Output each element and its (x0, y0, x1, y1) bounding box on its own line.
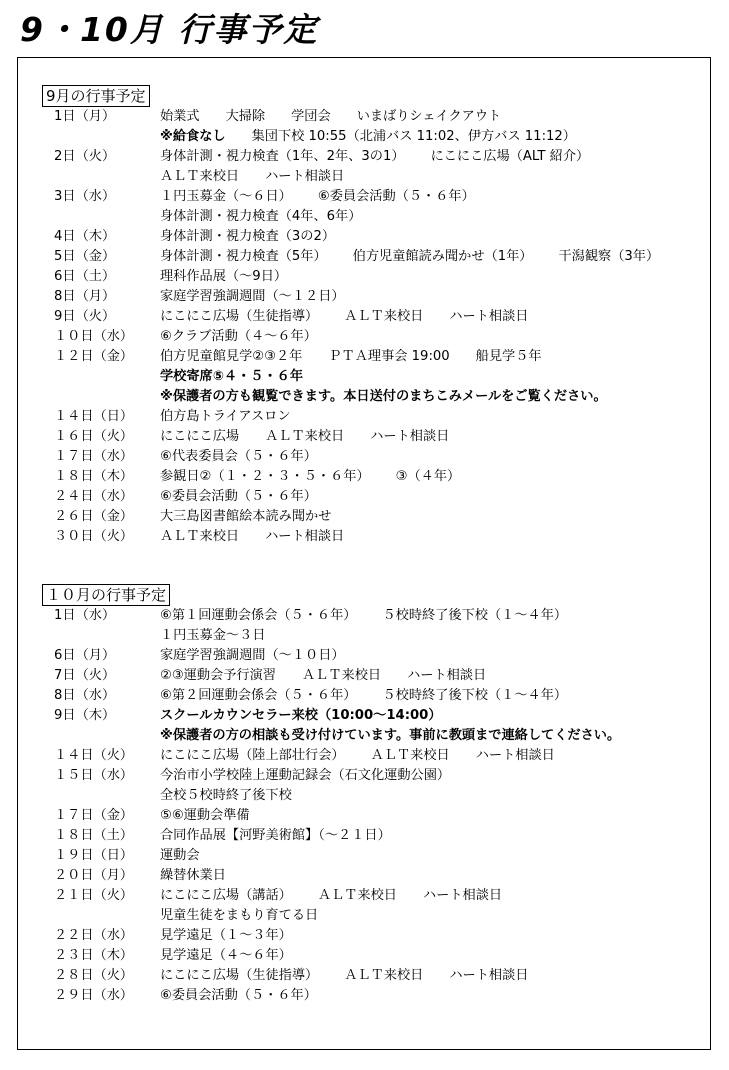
event-list (160, 626, 292, 646)
event-item: １円玉募金（～６日） (160, 189, 292, 204)
event-item: スクールカウンセラー来校（10:00～14:00） (160, 708, 442, 723)
event-list (160, 347, 568, 367)
event-item: ③（４年） (395, 469, 461, 484)
event-item: ハート相談日 (407, 668, 487, 683)
event-item: ＡＬＴ来校日 (301, 668, 382, 683)
event-list (160, 686, 593, 706)
event-item: にこにこ広場（講話） (160, 888, 292, 903)
event-date: 3日（水） (54, 189, 116, 204)
event-list (160, 247, 685, 267)
event-date: 8日（水） (54, 688, 116, 703)
event-item: 学団会 (291, 109, 331, 124)
event-item: ⑥代表委員会（５・６年） (160, 449, 317, 464)
event-date: １６日（火） (54, 429, 134, 444)
event-item: ＡＬＴ来校日 (370, 748, 450, 763)
event-list (160, 806, 276, 826)
event-list (160, 746, 581, 766)
event-list (160, 966, 555, 986)
event-list (160, 147, 615, 167)
event-list (160, 926, 318, 946)
event-list (160, 167, 370, 187)
event-item: 身体計測・視力検査（3の2） (160, 229, 336, 244)
event-date: 5日（金） (54, 249, 116, 264)
event-item: 大掃除 (225, 109, 266, 124)
event-list (160, 227, 361, 247)
event-item: 身体計測・視力検査（1年、2年、3の1） (160, 149, 405, 164)
event-list (160, 866, 252, 886)
event-list (160, 946, 318, 966)
event-date: ２２日（水） (54, 928, 134, 943)
event-date: ２０日（月） (54, 868, 134, 883)
event-date: １９日（日） (54, 848, 134, 863)
event-item: ＡＬＴ来校日 (160, 169, 240, 184)
event-item: 参観日②（１・２・３・５・６年） (160, 469, 370, 484)
event-list (160, 646, 371, 666)
event-date: 1日（月） (54, 109, 116, 124)
event-list (160, 507, 357, 527)
event-list (160, 187, 501, 207)
event-list (160, 786, 318, 806)
event-item: ⑥第２回運動会係会（５・６年） (160, 688, 357, 703)
section-heading: 9月の行事予定 (42, 85, 150, 107)
event-list (160, 706, 468, 726)
event-date: ２１日（火） (54, 888, 134, 903)
event-item: 見学遠足（１～３年） (160, 928, 292, 943)
event-date: 6日（月） (54, 648, 116, 663)
page-title: 9・10月 行事予定 (20, 10, 319, 49)
event-list (160, 886, 528, 906)
event-item: ハート相談日 (265, 529, 345, 544)
event-item: 干潟観察（3年） (558, 249, 660, 264)
event-item: ＡＬＴ来校日 (317, 888, 397, 903)
event-item: ⑤⑥運動会準備 (160, 808, 250, 823)
event-list (160, 287, 371, 307)
event-list (160, 726, 646, 746)
event-date: １４日（日） (54, 409, 134, 424)
event-date: １０日（水） (54, 329, 134, 344)
event-date: 9日（火） (54, 309, 116, 324)
event-item: 家庭学習強調週間（～１２日） (160, 289, 345, 304)
event-list (160, 906, 344, 926)
event-date: ２４日（水） (54, 489, 134, 504)
event-date: 8日（月） (54, 289, 116, 304)
event-date: 7日（火） (54, 668, 116, 683)
event-date: １７日（金） (54, 808, 134, 823)
event-item: 伯方児童館見学②③２年 (160, 349, 303, 364)
event-item: ②③運動会予行演習 (160, 668, 276, 683)
event-item: １円玉募金～３日 (160, 628, 266, 643)
event-date: 1日（水） (54, 608, 116, 623)
event-list (160, 427, 475, 447)
event-date: １５日（水） (54, 768, 134, 783)
event-item: ＡＬＴ来校日 (344, 968, 424, 983)
event-item: 理科作品展（～9日） (160, 269, 288, 284)
event-item: 伯方島トライアスロン (160, 409, 291, 424)
event-list (160, 527, 370, 547)
event-item: 今治市小学校陸上運動記録会（石文化運動公園） (160, 768, 451, 783)
event-item: にこにこ広場（ALT 紹介） (430, 149, 590, 164)
event-date: 2日（火） (54, 149, 116, 164)
event-item: ＡＬＴ来校日 (344, 309, 424, 324)
event-list (160, 487, 343, 507)
event-date: １８日（木） (54, 469, 134, 484)
event-item: ５校時終了後下校（１～４年） (382, 688, 568, 703)
event-item: 家庭学習強調週間（～１０日） (160, 648, 345, 663)
event-item: 学校寄席⑤４・５・６年 (160, 369, 304, 384)
event-item: 見学遠足（４～６年） (160, 948, 292, 963)
section-heading: １０月の行事予定 (42, 584, 170, 606)
event-item: ＡＬＴ来校日 (265, 429, 345, 444)
event-item: にこにこ広場（生徒指導） (160, 309, 319, 324)
event-list (160, 826, 417, 846)
event-item: ＡＬＴ来校日 (160, 529, 240, 544)
event-date: １７日（水） (54, 449, 134, 464)
event-item: ハート相談日 (449, 968, 529, 983)
event-item: ＰＴＡ理事会 19:00 (328, 349, 450, 364)
event-item: 身体計測・視力検査（4年、6年） (160, 209, 362, 224)
event-item: ※保護者の方も観覧できます。本日送付のまちこみメールをご覧ください。 (160, 389, 607, 404)
event-item: 船見学５年 (475, 349, 542, 364)
event-list (160, 606, 593, 626)
event-date: 6日（土） (54, 269, 116, 284)
event-item: ⑥委員会活動（５・６年） (317, 189, 475, 204)
event-item: ハート相談日 (475, 748, 555, 763)
event-date: １２日（金） (54, 349, 134, 364)
event-list (160, 267, 313, 287)
event-item: ５校時終了後下校（１～４年） (382, 608, 568, 623)
event-item: 児童生徒をまもり育てる日 (160, 908, 319, 923)
event-date: ２８日（火） (54, 968, 134, 983)
event-list (160, 467, 486, 487)
event-date: ２６日（金） (54, 509, 134, 524)
event-date: 4日（木） (54, 229, 116, 244)
event-item: にこにこ広場（生徒指導） (160, 968, 319, 983)
event-date: １８日（土） (54, 828, 134, 843)
event-date: ２３日（木） (54, 948, 134, 963)
event-item: いまばりシェイクアウト (356, 109, 502, 124)
event-item: にこにこ広場（陸上部壮行会） (160, 748, 345, 763)
event-item: ※給食なし (160, 129, 226, 144)
event-item: 運動会 (160, 848, 200, 863)
event-list (160, 407, 317, 427)
event-item: にこにこ広場 (160, 429, 240, 444)
event-list (160, 846, 226, 866)
event-item: ※保護者の方の相談も受け付けています。事前に教頭まで連絡してください。 (160, 728, 621, 743)
event-item: 身体計測・視力検査（5年） (160, 249, 327, 264)
event-list (160, 447, 343, 467)
event-date: ２９日（水） (54, 988, 134, 1003)
event-list (160, 986, 343, 1006)
event-list (160, 127, 602, 147)
event-item: 大三島図書館絵本読み聞かせ (160, 509, 332, 524)
event-item: 伯方児童館読み聞かせ（1年） (352, 249, 533, 264)
event-item: 繰替休業日 (160, 868, 226, 883)
event-item: 全校５校時終了後下校 (160, 788, 292, 803)
event-list (160, 207, 387, 227)
event-list (160, 367, 329, 387)
event-item: 合同作品展【河野美術館】（～２１日） (160, 828, 391, 843)
event-date: ３０日（火） (54, 529, 134, 544)
event-list (160, 107, 527, 127)
event-item: ⑥第１回運動会係会（５・６年） (160, 608, 357, 623)
event-item: 集団下校 10:55（北浦バス 11:02、伊方バス 11:12） (251, 129, 576, 144)
event-item: ハート相談日 (423, 888, 503, 903)
event-date: １４日（火） (54, 748, 134, 763)
event-item: ハート相談日 (370, 429, 450, 444)
event-item: ハート相談日 (265, 169, 345, 184)
event-item: ⑥委員会活動（５・６年） (160, 489, 317, 504)
schedule-frame (17, 57, 711, 1050)
event-item: ⑥委員会活動（５・６年） (160, 988, 317, 1003)
event-list (160, 766, 476, 786)
event-item: 始業式 (160, 109, 200, 124)
event-date: 9日（木） (54, 708, 116, 723)
event-list (160, 327, 343, 347)
event-list (160, 387, 633, 407)
event-list (160, 307, 555, 327)
event-item: ハート相談日 (449, 309, 529, 324)
event-list (160, 666, 512, 686)
event-item: ⑥クラブ活動（４～６年） (160, 329, 317, 344)
